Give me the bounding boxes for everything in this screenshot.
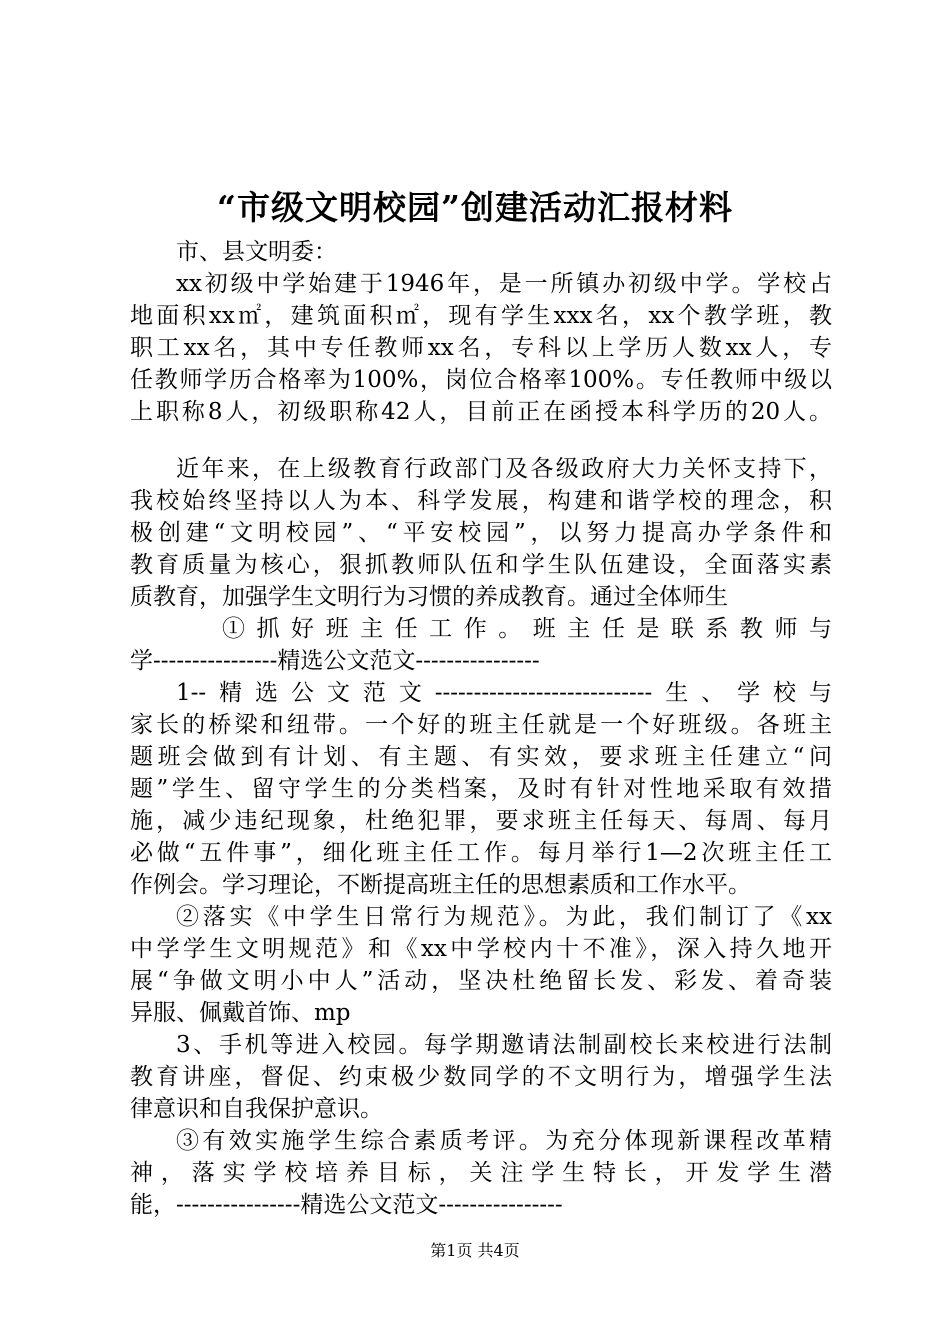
paragraph-line: 展“争做文明小中人”活动，坚决杜绝留长发、彩发、着奇装 bbox=[130, 968, 832, 994]
paragraph-line: 题班会做到有计划、有主题、有实效，要求班主任建立“问 bbox=[130, 744, 832, 770]
paragraph-line: 上职称8人，初级职称42人，目前正在函授本科学历的20人。 bbox=[130, 399, 832, 425]
paragraph-line: 教育讲座，督促、约束极少数同学的不文明行为，增强学生法 bbox=[130, 1064, 832, 1090]
paragraph-line: ① 抓 好 班 主 任 工 作 。 班 主 任 是 联 系 教 师 与 bbox=[222, 616, 832, 642]
paragraph-line: 作例会。学习理论，不断提高班主任的思想素质和工作水平。 bbox=[130, 872, 751, 898]
paragraph-line: 神，落实学校培养目标，关注学生特长，开发学生潜 bbox=[130, 1160, 832, 1186]
paragraph-line: 必做“五件事”，细化班主任工作。每月举行1—2次班主任工 bbox=[130, 840, 832, 866]
paragraph-line: 题”学生、留守学生的分类档案，及时有针对性地采取有效措 bbox=[130, 776, 832, 802]
document-body bbox=[130, 236, 832, 1221]
divider-line: 学----------------精选公文范文---------------- bbox=[130, 648, 540, 674]
paragraph-line: xx初级中学始建于1946年，是一所镇办初级中学。学校占 bbox=[176, 271, 832, 297]
paragraph-line: 近年来，在上级教育行政部门及各级政府大力关怀支持下， bbox=[176, 456, 832, 482]
paragraph-line: 我校始终坚持以人为本、科学发展，构建和谐学校的理念，积 bbox=[130, 488, 832, 514]
document-title: “市级文明校园”创建活动汇报材料 bbox=[217, 188, 733, 227]
paragraph-line: 地面积xx㎡，建筑面积㎡，现有学生xxx名，xx个教学班，教 bbox=[130, 303, 832, 329]
divider-line: 能，----------------精选公文范文---------------- bbox=[130, 1192, 563, 1218]
paragraph-line: 教育质量为核心，狠抓教师队伍和学生队伍建设，全面落实素 bbox=[130, 552, 832, 578]
paragraph-line: 质教育，加强学生文明行为习惯的养成教育。通过全体师生 bbox=[130, 584, 728, 610]
paragraph-line: ③有效实施学生综合素质考评。为充分体现新课程改革精 bbox=[176, 1128, 832, 1154]
paragraph-line: 任教师学历合格率为100%，岗位合格率100%。专任教师中级以 bbox=[130, 367, 832, 393]
salutation-line: 市、县文明委： bbox=[176, 239, 337, 265]
paragraph-line: 律意识和自我保护意识。 bbox=[130, 1096, 383, 1122]
paragraph-line: 异服、佩戴首饰、mp bbox=[130, 1000, 351, 1026]
paragraph-gap bbox=[130, 428, 832, 453]
page-number-footer: 第1页 共4页 bbox=[430, 1241, 520, 1260]
paragraph-line: 1--精选公文范文----------------------------生、学校与 bbox=[176, 680, 832, 706]
paragraph-line: 极创建“文明校园”、“平安校园”，以努力提高办学条件和 bbox=[130, 520, 832, 546]
paragraph-line: 3、手机等进入校园。每学期邀请法制副校长来校进行法制 bbox=[176, 1032, 832, 1058]
paragraph-line: 家长的桥梁和纽带。一个好的班主任就是一个好班级。各班主 bbox=[130, 712, 832, 738]
paragraph-line: ②落实《中学生日常行为规范》。为此，我们制订了《xx bbox=[176, 904, 832, 930]
paragraph-line: 职工xx名，其中专任教师xx名，专科以上学历人数xx人，专 bbox=[130, 335, 832, 361]
paragraph-line: 施，减少违纪现象，杜绝犯罪，要求班主任每天、每周、每月 bbox=[130, 808, 832, 834]
paragraph-line: 中学学生文明规范》和《xx中学校内十不准》，深入持久地开 bbox=[130, 936, 832, 962]
